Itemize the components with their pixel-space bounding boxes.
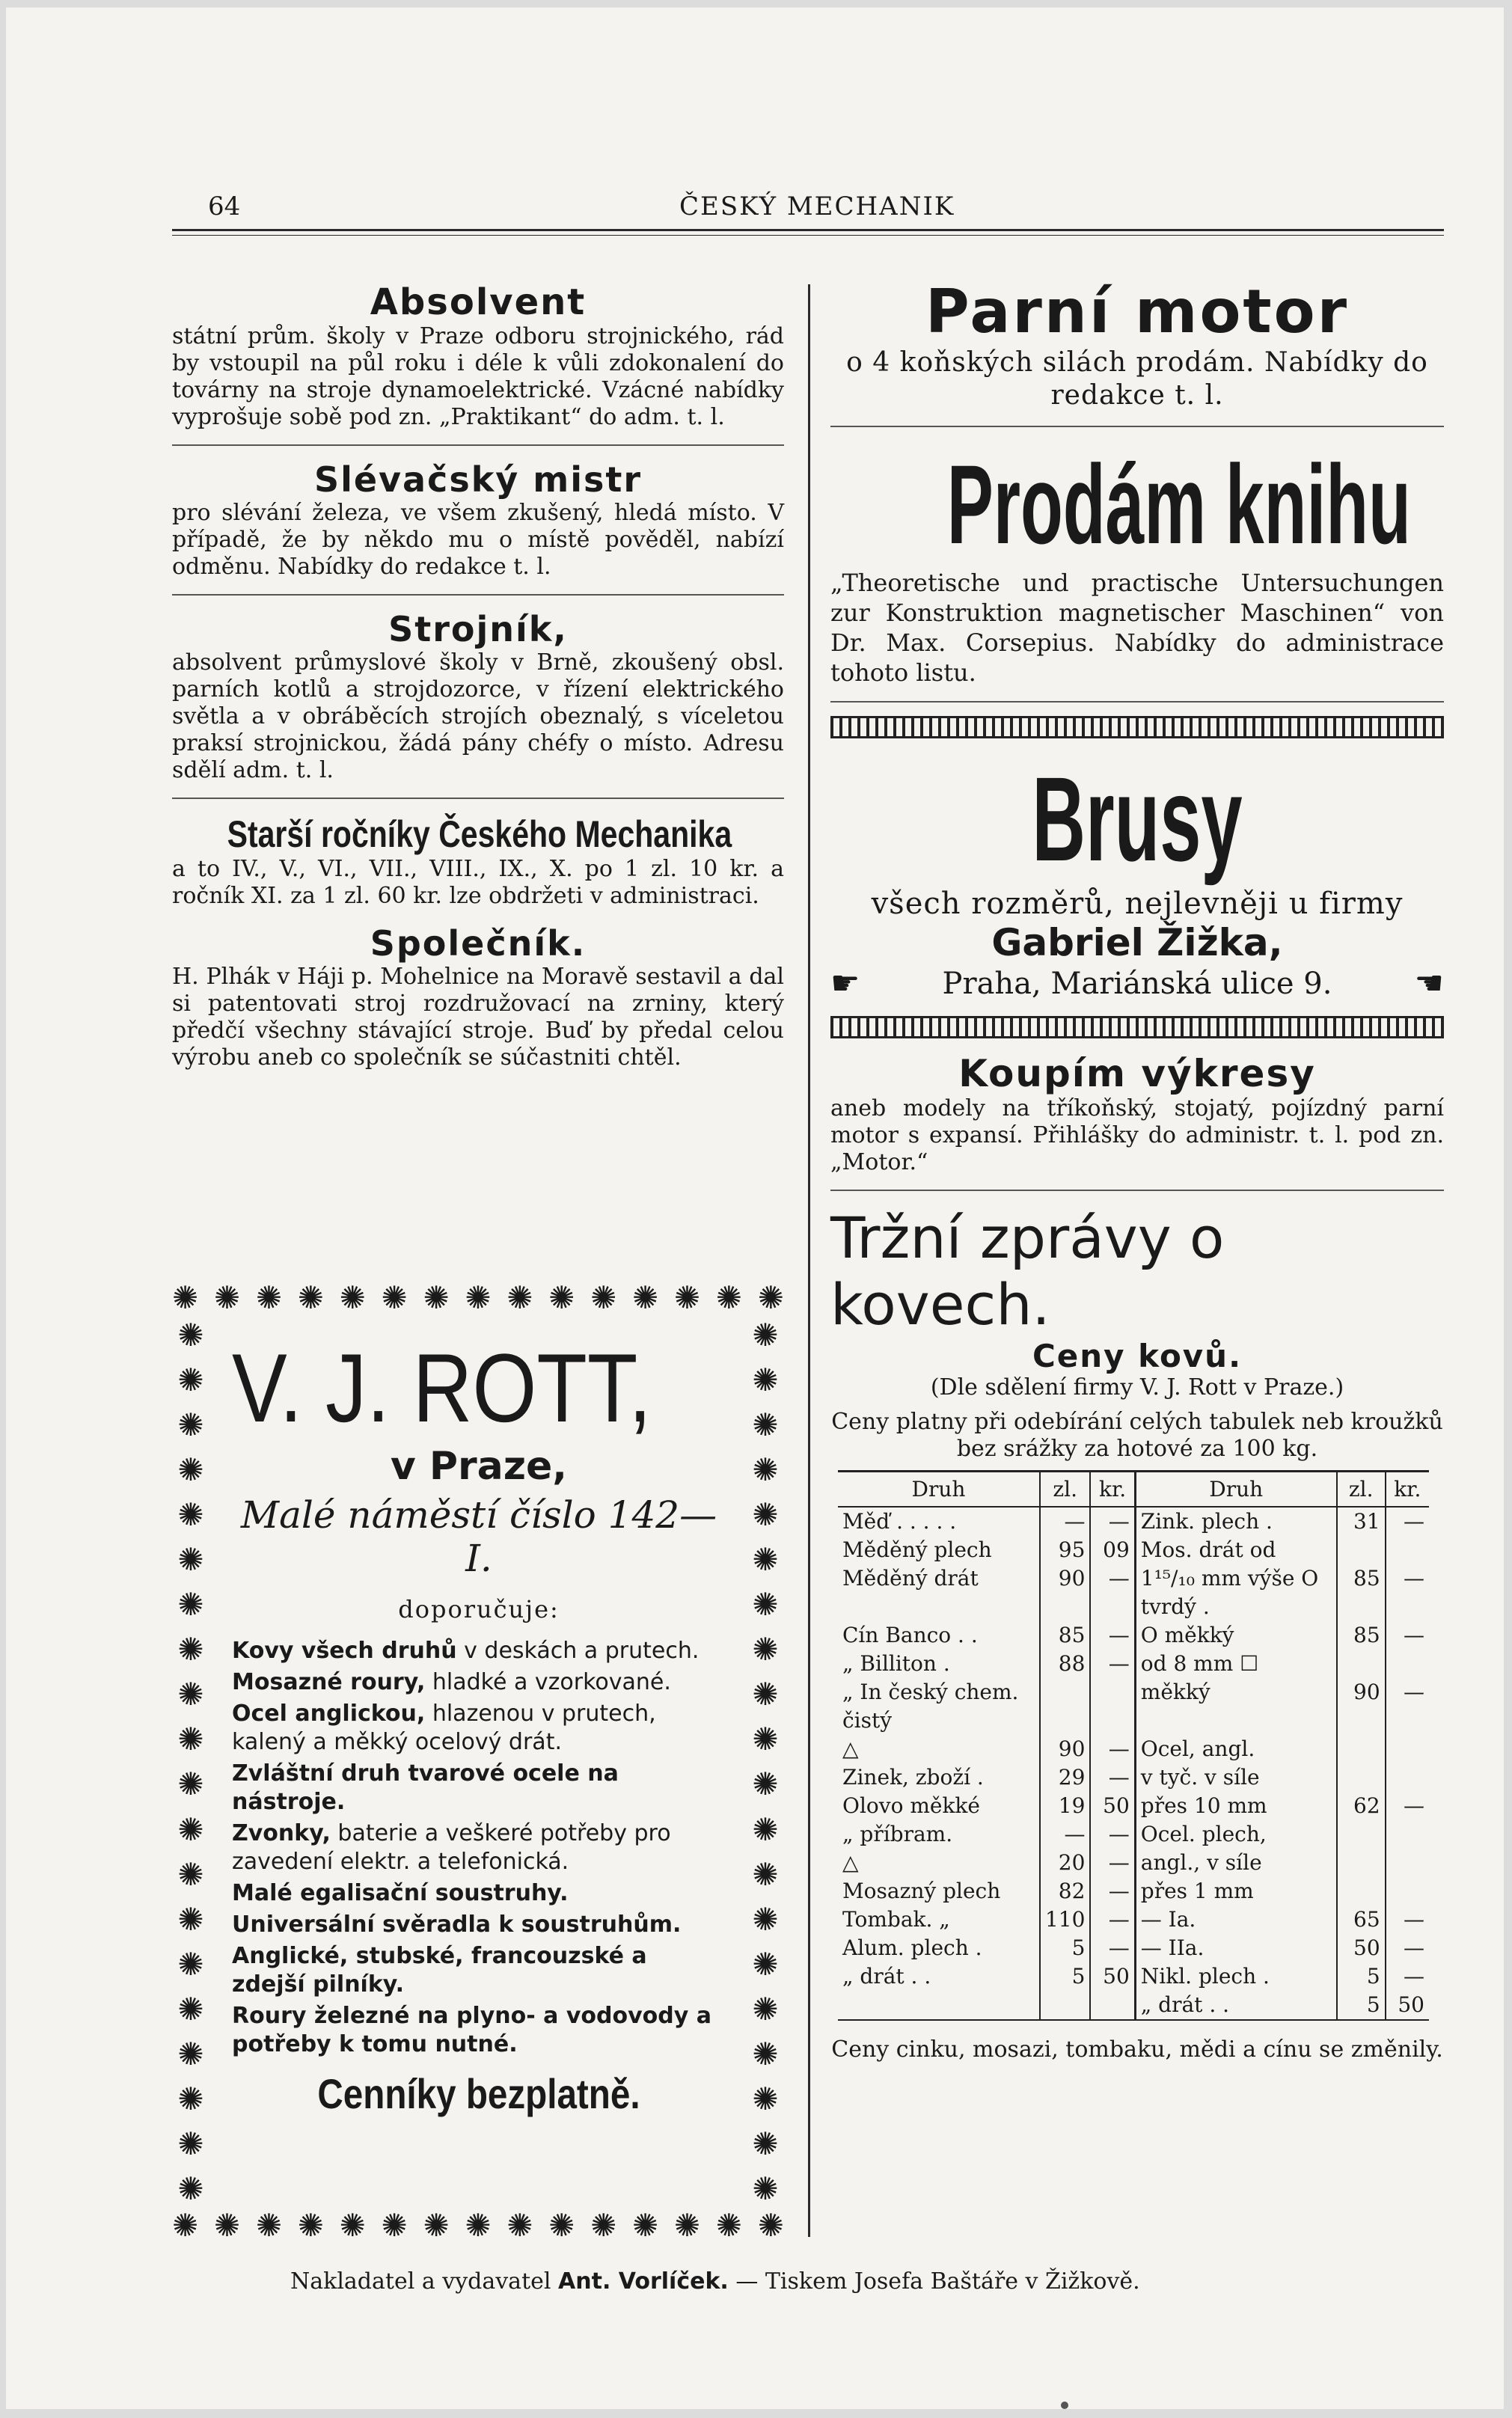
- journal-title: ČESKÝ MECHANIK: [679, 192, 955, 221]
- table-cell: —: [1090, 1564, 1135, 1621]
- table-row: [838, 1820, 1429, 1849]
- ornament-icon: ✺: [177, 1407, 204, 1444]
- table-cell: 90: [1040, 1735, 1090, 1763]
- table-cell: [1386, 1820, 1429, 1849]
- ad-koupim-vykresy: [830, 1052, 1444, 1176]
- table-row: [838, 1962, 1429, 1991]
- table-cell: —: [1040, 1507, 1090, 1536]
- page-number: 64: [208, 192, 241, 221]
- header-rule: [172, 229, 1444, 231]
- ornament-icon: ✺: [752, 2035, 779, 2072]
- pointing-hand-icon: ☚: [1414, 964, 1444, 1003]
- rott-recommends: doporučuje:: [398, 1595, 560, 1623]
- rott-address: Malé náměstí číslo 142—I.: [240, 1493, 717, 1580]
- market-report: [830, 1205, 1444, 2069]
- ornament-icon: ✺: [177, 1855, 204, 1893]
- table-cell: 20: [1040, 1849, 1090, 1877]
- table-cell: —: [1090, 1763, 1135, 1792]
- table-cell: [1040, 1678, 1090, 1735]
- ornament-icon: ✺: [297, 1279, 324, 1316]
- table-cell: Zink. plech .: [1135, 1507, 1336, 1536]
- ornament-icon: ✺: [177, 1631, 204, 1668]
- ornament-icon: ✺: [631, 2207, 659, 2244]
- ornament-icon: ✺: [255, 1279, 283, 1316]
- list-item: [232, 1911, 726, 1939]
- table-cell: [1337, 1763, 1386, 1792]
- item-bold: Kovy všech druhů: [232, 1638, 457, 1664]
- table-cell: [838, 1991, 1040, 2020]
- table-cell: [1386, 1735, 1429, 1763]
- table-cell: —: [1386, 1507, 1429, 1536]
- table-row: [838, 1763, 1429, 1792]
- table-cell: Olovo měkké: [842, 1793, 980, 1818]
- ad-text: o 4 koňských silách prodám. Nabídky do redakce t. l.: [846, 347, 1428, 411]
- table-row: [838, 1792, 1429, 1820]
- ornament-icon: ✺: [177, 1900, 204, 1938]
- report-source: (Dle sdělení firmy V. J. Rott v Praze.): [930, 1374, 1344, 1401]
- header-rule-thin: [172, 235, 1444, 236]
- ornament-icon: ✺: [172, 1279, 199, 1316]
- table-cell: 5: [1337, 1962, 1386, 1991]
- table-cell: Nikl. plech .: [1135, 1962, 1336, 1991]
- right-column: [830, 277, 1444, 2082]
- ornament-icon: ✺: [339, 1279, 366, 1316]
- table-cell: —: [1386, 1962, 1429, 1991]
- ornament-icon: ✺: [423, 2207, 450, 2244]
- ornament-icon: ✺: [177, 1541, 204, 1579]
- firm-address: Praha, Mariánská ulice 9.: [942, 966, 1332, 1001]
- ad-text: absolvent průmyslové školy v Brně, zkoušený obsl. parních kotlů a strojdozorce, v řízení elektrického světla a v obráběcích strojích obeznalý, s víceletou praksí strojnickou, žádá pány chéfy o místo. Adresu sdělí adm. t. l.: [172, 649, 784, 783]
- ornament-icon: ✺: [752, 1407, 779, 1444]
- ornament-icon: ✺: [752, 1900, 779, 1938]
- table-cell: 85: [1040, 1621, 1090, 1650]
- table-row: [838, 1906, 1429, 1934]
- table-row: [838, 1650, 1429, 1678]
- table-cell: 82: [1040, 1877, 1090, 1906]
- ornament-icon: ✺: [752, 1811, 779, 1848]
- table-row: [838, 1564, 1429, 1621]
- ornament-icon: ✺: [177, 1945, 204, 1983]
- table-cell: [1337, 1650, 1386, 1678]
- ad-heading: Prodám knihu: [946, 441, 1411, 567]
- ornament-icon: ✺: [752, 1766, 779, 1803]
- item-bold: Zvonky,: [232, 1820, 331, 1846]
- ad-text: všech rozměrů, nejlevněji u firmy: [871, 887, 1404, 921]
- ad-slevacsky-mistr: [172, 459, 784, 581]
- table-cell: [1337, 1820, 1386, 1849]
- table-cell: 65: [1337, 1906, 1386, 1934]
- table-cell: —: [1386, 1564, 1429, 1621]
- list-item: [232, 1668, 726, 1697]
- table-cell: 50: [1386, 1991, 1429, 2020]
- table-cell: od 8 mm ☐: [1135, 1650, 1336, 1678]
- list-item: [232, 1760, 726, 1816]
- table-cell: 29: [1040, 1763, 1090, 1792]
- firm-address-row: [830, 964, 1444, 1003]
- ornament-icon: ✺: [757, 1279, 784, 1316]
- ornament-icon: ✺: [297, 2207, 324, 2244]
- rott-product-list: [232, 1637, 726, 2059]
- item-bold: Malé egalisační soustruhy.: [232, 1880, 569, 1906]
- ad-heading: Parní motor: [925, 277, 1350, 346]
- ornament-icon: ✺: [177, 1721, 204, 1758]
- ad-brusy: [830, 716, 1444, 1038]
- price-table: [838, 1470, 1429, 2021]
- table-cell: —: [1386, 1792, 1429, 1820]
- item-bold: Anglické, stubské, francouzské a zdejší pilníky.: [232, 1943, 647, 1998]
- divider: [172, 798, 784, 799]
- list-item: [232, 2002, 726, 2059]
- col-zl: zl.: [1040, 1472, 1090, 1508]
- ornament-icon: ✺: [673, 1279, 701, 1316]
- ornament-icon: ✺: [255, 2207, 283, 2244]
- ornament-icon: ✺: [177, 2035, 204, 2072]
- ornament-icon: ✺: [752, 1676, 779, 1713]
- ornament-icon: ✺: [177, 1990, 204, 2027]
- ad-heading: Absolvent: [370, 281, 587, 323]
- table-cell: — Ia.: [1135, 1906, 1336, 1934]
- table-cell: —: [1090, 1849, 1135, 1877]
- ad-spolecnik: [172, 923, 784, 1071]
- ornament-icon: ✺: [465, 1279, 492, 1316]
- wave-border-top: [830, 716, 1444, 738]
- table-cell: —: [1090, 1735, 1135, 1763]
- table-cell: —: [1090, 1621, 1135, 1650]
- table-cell: [1386, 1763, 1429, 1792]
- firm-name: Gabriel Žižka,: [991, 921, 1283, 964]
- table-cell: —: [1386, 1678, 1429, 1735]
- table-cell: —: [1090, 1934, 1135, 1962]
- rott-name: V. J. ROTT,: [232, 1333, 652, 1442]
- ornament-border-top: [172, 1279, 784, 1317]
- item-bold: Mosazné roury,: [232, 1669, 426, 1695]
- table-cell: [1040, 1991, 1090, 2020]
- table-cell: O měkký: [1135, 1621, 1336, 1650]
- ornament-border-bottom: [172, 2207, 784, 2244]
- report-title: Tržní zprávy o kovech.: [830, 1205, 1225, 1338]
- ad-prodam-knihu: [830, 441, 1444, 688]
- rott-city: v Praze,: [390, 1444, 568, 1489]
- footer-publisher: Ant. Vorlíček.: [558, 2268, 729, 2295]
- divider: [830, 1190, 1444, 1191]
- col-kr: kr.: [1090, 1472, 1135, 1508]
- table-cell: — IIa.: [1135, 1934, 1336, 1962]
- table-cell: 50: [1090, 1792, 1135, 1820]
- item-bold: Zvláštní druh tvarové ocele na nástroje.: [232, 1760, 619, 1815]
- table-cell: 90: [1040, 1564, 1090, 1621]
- table-cell: △: [842, 1736, 859, 1761]
- table-cell: 31: [1337, 1507, 1386, 1536]
- table-cell: 88: [1040, 1650, 1090, 1678]
- ornament-icon: ✺: [548, 2207, 575, 2244]
- ornament-icon: ✺: [381, 2207, 408, 2244]
- ornament-icon: ✺: [752, 1496, 779, 1534]
- ad-heading: Starší ročníky Českého Mechanika: [227, 813, 732, 855]
- table-cell: 110: [1040, 1906, 1090, 1934]
- ornament-icon: ✺: [715, 2207, 742, 2244]
- table-cell: —: [1090, 1650, 1135, 1678]
- ornament-icon: ✺: [177, 1766, 204, 1803]
- table-cell: 5: [1040, 1934, 1090, 1962]
- col-druh: Druh: [1135, 1472, 1336, 1508]
- ad-heading: Koupím výkresy: [958, 1052, 1316, 1095]
- table-cell: v tyč. v síle: [1135, 1763, 1336, 1792]
- table-cell: Měděný plech: [842, 1537, 992, 1562]
- table-cell: —: [1090, 1820, 1135, 1849]
- ornament-icon: ✺: [752, 1317, 779, 1353]
- table-cell: 5: [1040, 1962, 1090, 1991]
- ornament-icon: ✺: [548, 1279, 575, 1316]
- ad-starsi-rocniky: [172, 812, 784, 910]
- item-rest: baterie a veškeré potřeby pro zavedení elektr. a telefonická.: [232, 1820, 671, 1875]
- table-row: [838, 1877, 1429, 1906]
- table-cell: přes 1 mm: [1135, 1877, 1336, 1906]
- ornament-icon: ✺: [172, 2207, 199, 2244]
- table-cell: 1¹⁵/₁₀ mm výše O tvrdý .: [1135, 1564, 1336, 1621]
- table-cell: angl., v síle: [1135, 1849, 1336, 1877]
- report-note: Ceny platny při odebírání celých tabulek neb kroužků bez srážky za hotové za 100 kg.: [831, 1409, 1443, 1462]
- table-cell: [1386, 1536, 1429, 1564]
- table-cell: 09: [1090, 1536, 1135, 1564]
- ad-parni-motor: [830, 277, 1444, 412]
- table-header: [838, 1472, 1429, 1508]
- ornament-icon: ✺: [752, 1721, 779, 1758]
- ornament-icon: ✺: [752, 1541, 779, 1579]
- table-cell: —: [1386, 1621, 1429, 1650]
- table-row: [838, 1678, 1429, 1735]
- table-cell: 85: [1337, 1564, 1386, 1621]
- page-footer: [290, 2268, 1140, 2295]
- report-footnote: Ceny cinku, mosazi, tombaku, mědi a cínu se změnily.: [831, 2036, 1443, 2063]
- table-cell: [1337, 1849, 1386, 1877]
- ornament-icon: ✺: [177, 1496, 204, 1534]
- ornament-icon: ✺: [213, 1279, 241, 1316]
- ornament-border-left: [172, 1317, 209, 2207]
- ornament-icon: ✺: [715, 1279, 742, 1316]
- ornament-icon: ✺: [752, 2080, 779, 2117]
- table-cell: Alum. plech .: [842, 1935, 982, 1960]
- ad-text: H. Plhák v Háji p. Mohelnice na Moravě sestavil a dal si patentovati stroj rozdružovací na zrniny, který předčí všechny stávající stroje. Buď by předal celou výrobu aneb co společník se súčastniti chtěl.: [172, 964, 784, 1071]
- ad-text: aneb modely na tříkoňský, stojatý, pojízdný parní motor s expansí. Přihlášky do administr. t. l. pod zn. „Motor.“: [830, 1095, 1444, 1175]
- col-kr: kr.: [1386, 1472, 1429, 1508]
- table-cell: Ocel. plech,: [1135, 1820, 1336, 1849]
- table-cell: „ příbram.: [842, 1822, 953, 1846]
- item-bold: Roury železné na plyno- a vodovody a potřeby k tomu nutné.: [232, 2003, 711, 2057]
- list-item: [232, 1700, 726, 1757]
- ornament-icon: ✺: [177, 1586, 204, 1623]
- divider: [172, 594, 784, 596]
- item-rest: hlazenou v prutech, kalený a měkký ocelový drát.: [232, 1701, 656, 1755]
- list-item: [232, 1819, 726, 1876]
- ad-heading: Brusy: [1032, 752, 1243, 886]
- ad-strojnik: [172, 609, 784, 784]
- ad-rott: [172, 1279, 784, 2244]
- ornament-icon: ✺: [213, 2207, 241, 2244]
- ornament-icon: ✺: [423, 1279, 450, 1316]
- ornament-icon: ✺: [752, 1451, 779, 1489]
- ornament-icon: ✺: [465, 2207, 492, 2244]
- ad-heading: Společník.: [370, 923, 587, 964]
- table-cell: Měď . . . . .: [842, 1509, 957, 1534]
- item-bold: Ocel anglickou,: [232, 1701, 426, 1727]
- ornament-icon: ✺: [506, 1279, 533, 1316]
- table-row: [838, 1735, 1429, 1763]
- ornament-icon: ✺: [752, 1945, 779, 1983]
- table-cell: „ Billiton .: [842, 1651, 950, 1676]
- ad-text: a to IV., V., VI., VII., VIII., IX., X. po 1 zl. 10 kr. a ročník XI. za 1 zl. 60 kr. lze obdržeti v administraci.: [172, 856, 784, 909]
- left-column: [172, 277, 784, 1085]
- ad-heading: Strojník,: [388, 609, 568, 649]
- table-cell: [1337, 1735, 1386, 1763]
- ornament-border-right: [747, 1317, 784, 2207]
- table-cell: 5: [1337, 1991, 1386, 2020]
- item-rest: hladké a vzorkované.: [425, 1669, 671, 1695]
- ornament-icon: ✺: [339, 2207, 366, 2244]
- ornament-icon: ✺: [752, 1362, 779, 1399]
- table-row: [838, 1991, 1429, 2020]
- table-row: [838, 1536, 1429, 1564]
- ornament-icon: ✺: [752, 2125, 779, 2162]
- ornament-icon: ✺: [177, 2080, 204, 2117]
- table-cell: 95: [1040, 1536, 1090, 1564]
- ornament-icon: ✺: [752, 1586, 779, 1623]
- wave-border-bottom: [830, 1016, 1444, 1038]
- col-zl: zl.: [1337, 1472, 1386, 1508]
- table-cell: 90: [1337, 1678, 1386, 1735]
- ornament-icon: ✺: [631, 1279, 659, 1316]
- table-cell: [1386, 1877, 1429, 1906]
- table-cell: 19: [1040, 1792, 1090, 1820]
- divider: [830, 426, 1444, 427]
- ornament-icon: ✺: [506, 2207, 533, 2244]
- ornament-icon: ✺: [177, 1811, 204, 1848]
- table-cell: 85: [1337, 1621, 1386, 1650]
- table-cell: [1090, 1991, 1135, 2020]
- col-druh: Druh: [838, 1472, 1040, 1508]
- ornament-icon: ✺: [673, 2207, 701, 2244]
- ornament-icon: ✺: [177, 2125, 204, 2162]
- rott-pricelist-note: Cenníky bezplatně.: [317, 2070, 640, 2117]
- table-cell: —: [1090, 1877, 1135, 1906]
- item-rest: v deskách a prutech.: [456, 1638, 700, 1664]
- ornament-icon: ✺: [752, 2170, 779, 2207]
- table-cell: Cín Banco . .: [842, 1623, 978, 1647]
- ornament-icon: ✺: [757, 2207, 784, 2244]
- footer-prefix: Nakladatel a vydavatel: [290, 2268, 551, 2295]
- ornament-icon: ✺: [752, 1855, 779, 1893]
- ornament-icon: ✺: [752, 1990, 779, 2027]
- table-cell: „ In český chem. čistý: [842, 1680, 1019, 1733]
- table-cell: „ drát . .: [1135, 1991, 1336, 2020]
- ornament-icon: ✺: [590, 1279, 617, 1316]
- table-cell: 62: [1337, 1792, 1386, 1820]
- table-row: [838, 1934, 1429, 1962]
- table-cell: △: [842, 1850, 859, 1875]
- table-cell: „ drát . .: [842, 1964, 931, 1989]
- table-cell: Tombak. „: [842, 1907, 950, 1932]
- table-cell: 50: [1090, 1962, 1135, 1991]
- ornament-icon: ✺: [177, 1362, 204, 1399]
- ornament-icon: ✺: [752, 1631, 779, 1668]
- table-cell: —: [1040, 1820, 1090, 1849]
- pointing-hand-icon: ☛: [830, 964, 860, 1003]
- report-subtitle: Ceny kovů.: [1032, 1338, 1243, 1374]
- list-item: [232, 1942, 726, 1999]
- ornament-icon: ✺: [590, 2207, 617, 2244]
- ornament-icon: ✺: [177, 1676, 204, 1713]
- ornament-icon: ✺: [177, 1317, 204, 1353]
- divider: [830, 701, 1444, 703]
- list-item: [232, 1637, 726, 1665]
- ornament-icon: ✺: [177, 2170, 204, 2207]
- divider: [172, 444, 784, 446]
- table-cell: přes 10 mm: [1135, 1792, 1336, 1820]
- ornament-icon: ✺: [177, 1451, 204, 1489]
- table-cell: 50: [1337, 1934, 1386, 1962]
- print-dot: [1061, 2402, 1068, 2409]
- item-bold: Universální svěradla k soustruhům.: [232, 1912, 682, 1938]
- table-cell: Mosazný plech: [842, 1879, 1001, 1903]
- table-cell: [1337, 1877, 1386, 1906]
- table-cell: Zinek, zboží .: [842, 1765, 984, 1790]
- table-cell: měkký: [1135, 1678, 1336, 1735]
- ad-text: státní prům. školy v Praze odboru strojnického, rád by vstoupil na půl roku i déle k vůli zdokonalení do továrny na stroje dynamoelektrické. Vzácné nabídky vyprošuje sobě pod zn. „Praktikant“ do adm. t. l.: [172, 323, 784, 430]
- table-cell: [1386, 1650, 1429, 1678]
- table-cell: —: [1090, 1507, 1135, 1536]
- table-row: [838, 1849, 1429, 1877]
- ad-heading: Slévačský mistr: [313, 459, 643, 500]
- table-cell: —: [1386, 1906, 1429, 1934]
- table-row: [838, 1621, 1429, 1650]
- footer-suffix: — Tiskem Josefa Baštáře v Žižkově.: [735, 2268, 1140, 2295]
- rott-content: [232, 1332, 726, 2118]
- ad-text: „Theoretische und practische Untersuchungen zur Konstruktion magnetischer Maschinen“ von Dr. Max. Corsepius. Nabídky do administrace tohoto listu.: [830, 569, 1444, 687]
- list-item: [232, 1879, 726, 1908]
- table-cell: [1337, 1536, 1386, 1564]
- table-cell: Měděný drát: [842, 1566, 979, 1591]
- newspaper-page: [6, 7, 1504, 2409]
- ad-absolvent: [172, 281, 784, 431]
- table-cell: Mos. drát od: [1135, 1536, 1336, 1564]
- ornament-icon: ✺: [381, 1279, 408, 1316]
- table-cell: Ocel, angl.: [1135, 1735, 1336, 1763]
- ad-text: pro slévání železa, ve všem zkušený, hledá místo. V případě, že by někdo mu o místě pověděl, nabízí odměnu. Nabídky do redakce t. l.: [172, 500, 784, 580]
- table-cell: —: [1090, 1906, 1135, 1934]
- table-cell: [1090, 1678, 1135, 1735]
- column-separator: [808, 284, 810, 2237]
- table-cell: —: [1386, 1934, 1429, 1962]
- table-cell: [1386, 1849, 1429, 1877]
- table-row: [838, 1507, 1429, 1536]
